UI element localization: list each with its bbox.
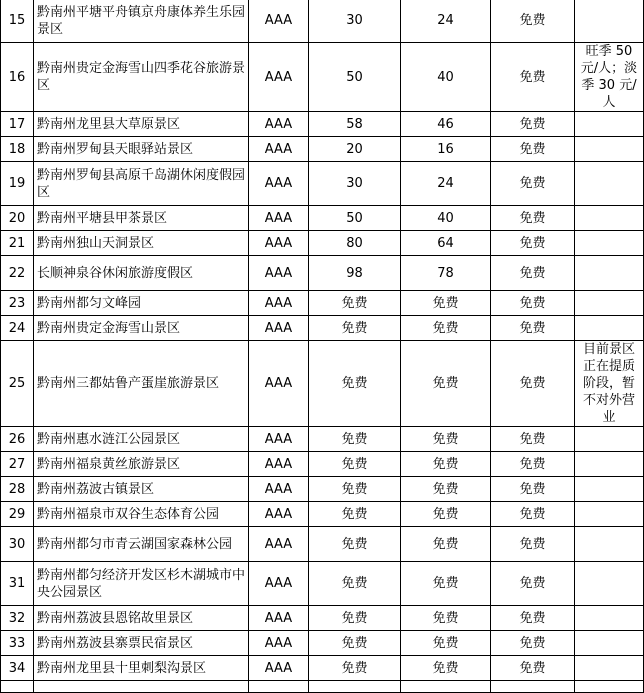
scenic-spot-name: 黔南州荔波古镇景区 (34, 477, 249, 502)
grade-level: AAA (249, 256, 309, 291)
row-number: 30 (1, 527, 34, 562)
special-group-fee: 免费 (491, 427, 575, 452)
grade-level: AAA (249, 112, 309, 137)
discount-price: 免费 (401, 291, 491, 316)
grade-level: AAA (249, 477, 309, 502)
scenic-spot-name: 黔南州龙里县大草原景区 (34, 112, 249, 137)
ticket-price: 80 (309, 231, 401, 256)
ticket-price: 免费 (309, 477, 401, 502)
remark (575, 427, 644, 452)
remark (575, 562, 644, 606)
scenic-spot-name: 黔南州都匀文峰园 (34, 291, 249, 316)
remark (575, 452, 644, 477)
ticket-price: 免费 (309, 341, 401, 427)
remark (575, 502, 644, 527)
row-number: 32 (1, 606, 34, 631)
grade-level: AAA (249, 562, 309, 606)
scenic-spot-name: 长顺神泉谷休闲旅游度假区 (34, 256, 249, 291)
row-number: 34 (1, 656, 34, 681)
scenic-spot-name: 黔南州罗甸县天眼驿站景区 (34, 137, 249, 162)
special-group-fee: 免费 (491, 206, 575, 231)
scenic-spot-name: 黔南州贵定金海雪山景区 (34, 316, 249, 341)
remark (575, 527, 644, 562)
table-row (1, 562, 644, 606)
grade-level: AAA (249, 656, 309, 681)
table-row (1, 316, 644, 341)
scenic-spot-name: 黔南州独山天洞景区 (34, 231, 249, 256)
discount-price: 16 (401, 137, 491, 162)
grade-level: AAA (249, 43, 309, 112)
remark (575, 606, 644, 631)
special-group-fee: 免费 (491, 341, 575, 427)
row-number: 17 (1, 112, 34, 137)
ticket-price: 免费 (309, 606, 401, 631)
ticket-price: 免费 (309, 502, 401, 527)
discount-price: 24 (401, 0, 491, 43)
discount-price: 免费 (401, 341, 491, 427)
row-number: 25 (1, 341, 34, 427)
special-group-fee: 免费 (491, 43, 575, 112)
special-group-fee: 免费 (491, 477, 575, 502)
row-number: 31 (1, 562, 34, 606)
ticket-price: 免费 (309, 427, 401, 452)
row-number: 18 (1, 137, 34, 162)
table-row (1, 206, 644, 231)
scenic-spot-name: 黔南州平塘县甲茶景区 (34, 206, 249, 231)
table-row (1, 527, 644, 562)
ticket-price: 免费 (309, 291, 401, 316)
row-number: 33 (1, 631, 34, 656)
discount-price: 免费 (401, 606, 491, 631)
remark (575, 137, 644, 162)
scenic-spot-name: 黔南州龙里县十里刺梨沟景区 (34, 656, 249, 681)
scenic-spot-name: 黔南州都匀市青云湖国家森林公园 (34, 527, 249, 562)
special-group-fee: 免费 (491, 137, 575, 162)
grade-level: AAA (249, 231, 309, 256)
table-row (1, 137, 644, 162)
table-row (1, 502, 644, 527)
row-number: 15 (1, 0, 34, 43)
table-row (1, 606, 644, 631)
ticket-price: 20 (309, 137, 401, 162)
ticket-price: 98 (309, 256, 401, 291)
row-number: 22 (1, 256, 34, 291)
special-group-fee: 免费 (491, 162, 575, 206)
grade-level: AAA (249, 291, 309, 316)
row-number: 21 (1, 231, 34, 256)
scenic-spot-name: 黔南州荔波县寨票民宿景区 (34, 631, 249, 656)
grade-level: AAA (249, 162, 309, 206)
ticket-price: 30 (309, 162, 401, 206)
table-row (1, 631, 644, 656)
discount-price: 免费 (401, 502, 491, 527)
remark (575, 631, 644, 656)
table-row (1, 341, 644, 427)
grade-level: AAA (249, 316, 309, 341)
scenic-spot-name: 黔南州福泉市双谷生态体育公园 (34, 502, 249, 527)
grade-level: AAA (249, 606, 309, 631)
table-row (1, 477, 644, 502)
remark (575, 291, 644, 316)
remark: 目前景区正在提质阶段，暂不对外营业 (575, 341, 644, 427)
table-row (1, 256, 644, 291)
table-row (1, 452, 644, 477)
grade-level: AAA (249, 502, 309, 527)
discount-price: 40 (401, 43, 491, 112)
row-number: 28 (1, 477, 34, 502)
discount-price: 免费 (401, 316, 491, 341)
discount-price: 24 (401, 162, 491, 206)
ticket-price: 30 (309, 0, 401, 43)
table-row (1, 231, 644, 256)
row-number: 26 (1, 427, 34, 452)
discount-price: 免费 (401, 631, 491, 656)
discount-price: 免费 (401, 527, 491, 562)
discount-price: 78 (401, 256, 491, 291)
row-number: 19 (1, 162, 34, 206)
remark (575, 231, 644, 256)
discount-price: 免费 (401, 427, 491, 452)
grade-level: AAA (249, 206, 309, 231)
remark (575, 256, 644, 291)
scenic-spot-name: 黔南州贵定金海雪山四季花谷旅游景区 (34, 43, 249, 112)
discount-price: 免费 (401, 477, 491, 502)
special-group-fee: 免费 (491, 606, 575, 631)
special-group-fee: 免费 (491, 502, 575, 527)
discount-price: 46 (401, 112, 491, 137)
special-group-fee: 免费 (491, 316, 575, 341)
scenic-spot-name: 黔南州平塘平舟镇京舟康体养生乐园景区 (34, 0, 249, 43)
grade-level: AAA (249, 527, 309, 562)
scenic-spot-name: 黔南州荔波县恩铭故里景区 (34, 606, 249, 631)
table-row (1, 43, 644, 112)
table-row (1, 112, 644, 137)
remark (575, 162, 644, 206)
row-number: 29 (1, 502, 34, 527)
row-number: 23 (1, 291, 34, 316)
table-row (1, 0, 644, 43)
special-group-fee: 免费 (491, 231, 575, 256)
special-group-fee: 免费 (491, 0, 575, 43)
table-row (1, 162, 644, 206)
special-group-fee: 免费 (491, 112, 575, 137)
grade-level: AAA (249, 452, 309, 477)
discount-price: 64 (401, 231, 491, 256)
remark (575, 477, 644, 502)
grade-level: AAA (249, 0, 309, 43)
remark (575, 206, 644, 231)
row-number: 24 (1, 316, 34, 341)
remark (575, 656, 644, 681)
remark: 旺季 50 元/人；淡季 30 元/人 (575, 43, 644, 112)
table-row (1, 427, 644, 452)
table-row (1, 291, 644, 316)
scenic-spot-name: 黔南州都匀经济开发区杉木湖城市中央公园景区 (34, 562, 249, 606)
ticket-price: 免费 (309, 656, 401, 681)
remark (575, 0, 644, 43)
ticket-price: 免费 (309, 527, 401, 562)
row-number: 20 (1, 206, 34, 231)
remark (575, 112, 644, 137)
scenic-spot-name: 黔南州福泉黄丝旅游景区 (34, 452, 249, 477)
special-group-fee: 免费 (491, 656, 575, 681)
ticket-price: 免费 (309, 316, 401, 341)
discount-price: 免费 (401, 452, 491, 477)
ticket-price: 免费 (309, 631, 401, 656)
row-number: 16 (1, 43, 34, 112)
discount-price: 免费 (401, 656, 491, 681)
special-group-fee: 免费 (491, 562, 575, 606)
table-row (1, 656, 644, 681)
special-group-fee: 免费 (491, 631, 575, 656)
ticket-price: 50 (309, 43, 401, 112)
grade-level: AAA (249, 137, 309, 162)
special-group-fee: 免费 (491, 256, 575, 291)
grade-level: AAA (249, 631, 309, 656)
ticket-price: 免费 (309, 452, 401, 477)
special-group-fee: 免费 (491, 527, 575, 562)
special-group-fee: 免费 (491, 452, 575, 477)
ticket-price: 50 (309, 206, 401, 231)
discount-price: 40 (401, 206, 491, 231)
discount-price: 免费 (401, 562, 491, 606)
scenic-spot-name: 黔南州罗甸县高原千岛湖休闲度假园区 (34, 162, 249, 206)
grade-level: AAA (249, 427, 309, 452)
row-number: 27 (1, 452, 34, 477)
remark (575, 316, 644, 341)
grade-level: AAA (249, 341, 309, 427)
scenic-spot-name: 黔南州惠水涟江公园景区 (34, 427, 249, 452)
special-group-fee: 免费 (491, 291, 575, 316)
ticket-price: 免费 (309, 562, 401, 606)
ticket-price: 58 (309, 112, 401, 137)
scenic-spot-name: 黔南州三都姑鲁产蛋崖旅游景区 (34, 341, 249, 427)
